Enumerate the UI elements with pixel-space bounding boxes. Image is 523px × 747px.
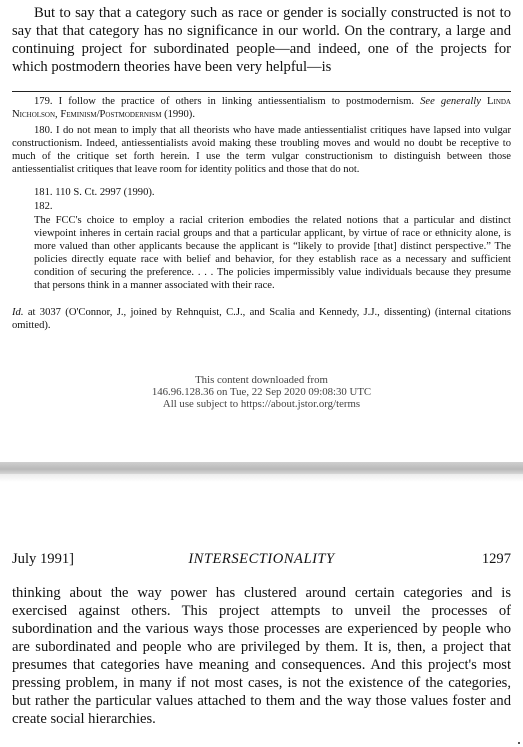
footnote-179: 179. I follow the practice of others in linking antiessentialism to postmodernism. See generally Linda Nicholson, Feminism/Postmodernism (1990). — [12, 96, 511, 120]
page-separator — [0, 462, 523, 474]
footnote-number: 182. — [34, 201, 53, 212]
edge-mark — [518, 742, 520, 744]
jstor-line-3: All use subject to https://about.jstor.org/terms — [162, 398, 361, 410]
running-head-title: INTERSECTIONALITY — [188, 551, 335, 567]
page-separator-shadow — [0, 474, 523, 482]
footnote-181 — [12, 186, 511, 199]
page-number: 1297 — [481, 551, 511, 567]
citation-text: at 3037 (O'Connor, J., joined by Rehnquist, C.J., and Scalia and Kennedy, J.J., dissenting) (internal citations omitted). — [12, 307, 511, 331]
citation-title: Feminism/Postmodernism — [60, 109, 162, 120]
footnote-182-citation — [12, 306, 511, 332]
jstor-line-2: 146.96.128.36 on Tue, 22 Sep 2020 09:08:30 UTC — [151, 386, 372, 398]
jstor-line-1: This content downloaded from — [195, 374, 328, 386]
citation-year: (1990). — [164, 109, 195, 120]
footnote-text: 110 S. Ct. 2997 (1990). — [55, 187, 155, 198]
citation-author: Linda Nicholson — [12, 96, 511, 120]
footnote-182 — [12, 200, 511, 213]
footnote-number: 180. — [34, 125, 53, 136]
running-head-date: July 1991] — [12, 551, 75, 567]
body-paragraph-bottom: thinking about the way power has clustered around certain categories and is exercised against others. This project attempts to unveil the processes of subordination and the various ways those processes are experienced by people who are subordinated and people who are privileged by them. It is, then, a project that presumes that categories have meaning and consequences. And this project's most pressing problem, in many if not most cases, is not the existence of the categories, but rather the particular values attached to them and the way those values foster and create social hierarchies. — [12, 585, 511, 727]
footnote-text: I do not mean to imply that all theorists who have made antiessentialist critiques have lapsed into vulgar constructionism. Indeed, antiessentialists avoid making these troubling moves and would no doubt be receptive to much of the critique set forth herein. I use the term vulgar constructionism to distinguish between those antiessentialist critiques that leave room for identity politics and those that do not. — [12, 125, 511, 175]
body-paragraph-top: But to say that a category such as race or gender is socially constructed is not to say that that category has no significance in our world. On the contrary, a large and continuing project for subordinated people—and indeed, one of the projects for which postmodern theories have been very helpful—is — [12, 5, 511, 75]
footnote-number: 179. — [34, 96, 53, 107]
citation-id: Id. — [12, 307, 24, 318]
footnote-text: I follow the practice of others in linking antiessentialism to postmodernism. — [58, 96, 415, 107]
citation-signal: See generally — [420, 96, 481, 107]
page-bottom — [0, 482, 523, 747]
block-quote: The FCC's choice to employ a racial criterion embodies the related notions that a particular and distinct viewpoint inheres in certain racial groups and that a particular applicant, by virtue of race or ethnicity alone, is more valued than other applicants because the applicant is “likely to provide [that] distinct perspective.” The policies directly equate race with belief and behavior, for they establish race as a necessary and sufficient condition of securing the preference. . . . The policies impermissibly value individuals because they presume that persons think in a manner associated with their race. — [34, 215, 511, 291]
jstor-download-notice — [0, 374, 523, 410]
footnote-180 — [12, 124, 511, 176]
footnote-number: 181. — [34, 187, 53, 198]
footnote-divider — [12, 91, 511, 92]
